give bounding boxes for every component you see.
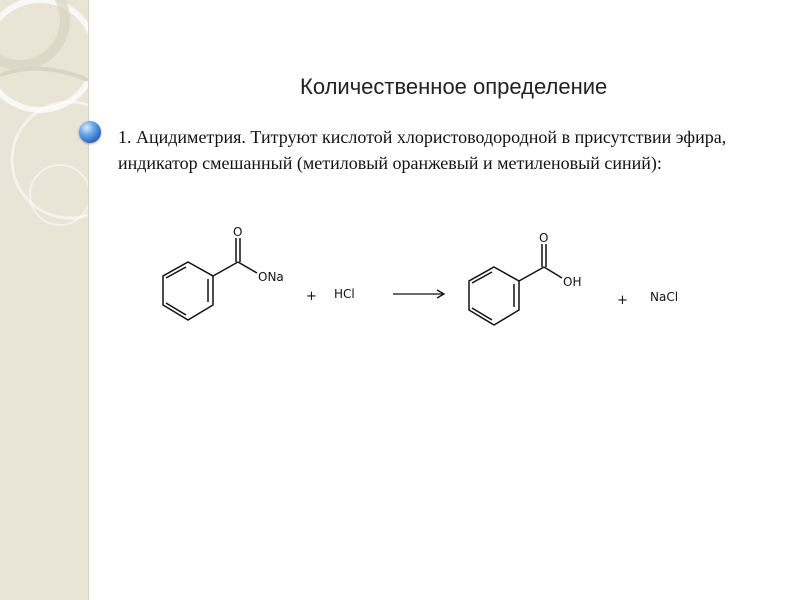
plus-sign-2: + [617,293,628,308]
byproduct-label: NaCl [650,290,679,304]
body-paragraph: 1. Ацидиметрия. Титруют кислотой хлористоводородной в присутствии эфира, индикатор смешанный (метиловый оранжевый и метиленовый синий): [118,127,727,173]
carbonyl-oxygen-label-2: O [539,231,549,245]
slide-title: Количественное определение [300,74,608,99]
reactant-group-label: ONa [258,270,284,284]
carbonyl-oxygen-label-1: O [233,225,243,239]
sodium-benzoate-structure [163,238,257,320]
reagent-label: HCl [334,287,355,301]
benzoic-acid-structure [469,244,562,325]
plus-sign-1: + [306,289,317,304]
product-group-label: OH [563,275,582,289]
reaction-arrow-icon [393,290,444,298]
